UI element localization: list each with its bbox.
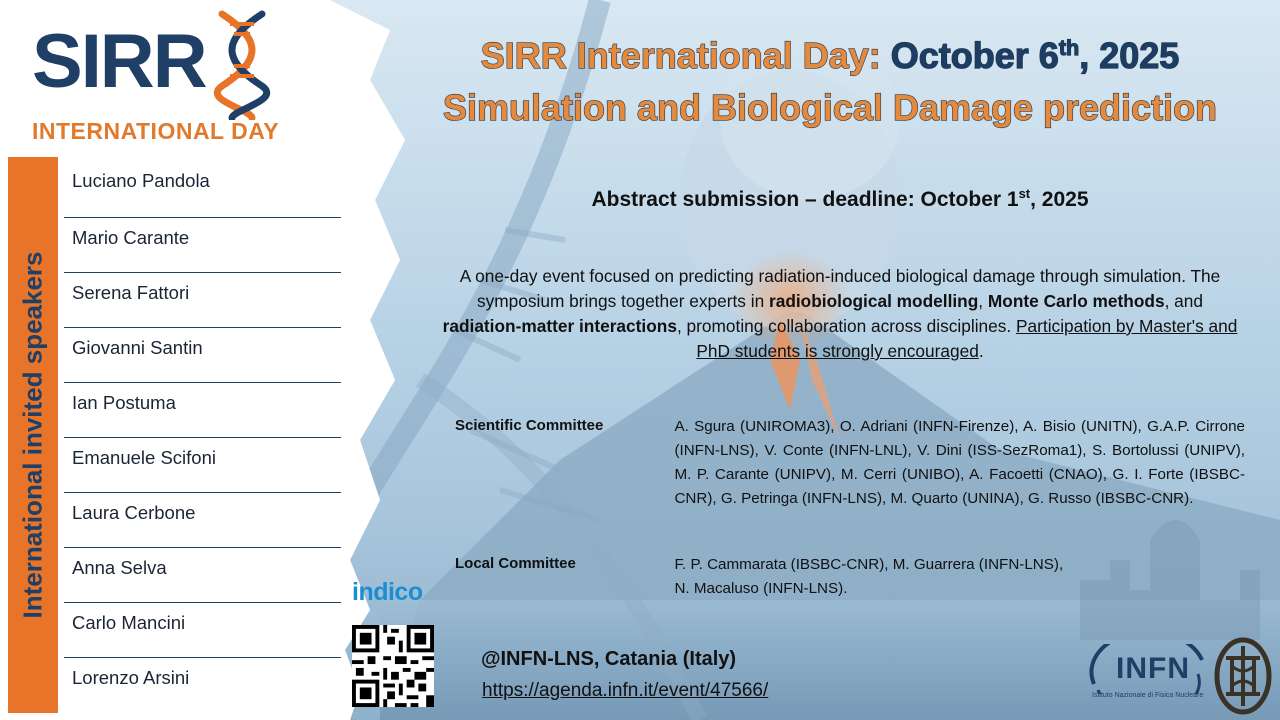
title-date: October 6	[890, 35, 1059, 76]
list-item: Mario Carante	[64, 217, 341, 272]
logo-word: SIRR	[32, 19, 206, 104]
committee-line: F. P. Cammarata (IBSBC-CNR), M. Guarrera (INFN-LNS),	[674, 556, 1064, 573]
deadline-suffix: st	[1018, 186, 1031, 201]
deadline-label: Abstract submission – deadline: October 1	[591, 188, 1019, 211]
list-item: Anna Selva	[64, 547, 341, 602]
event-link[interactable]: https://agenda.infn.it/event/47566/	[482, 680, 769, 701]
desc-text: ,	[978, 291, 988, 311]
qr-code-icon[interactable]	[352, 625, 434, 707]
deadline-text	[430, 188, 1250, 212]
scientific-committee	[455, 415, 1245, 511]
desc-text: A one-day event focused on predicting radiation-induced biological damage through simulation. The symposium brings together experts in	[459, 266, 1221, 311]
deadline-year: , 2025	[1030, 188, 1089, 211]
list-item: Giovanni Santin	[64, 327, 341, 382]
infn-word: INFN	[1116, 652, 1190, 685]
title-line-2: Simulation and Biological Damage prediction	[442, 87, 1218, 128]
desc-underline: Participation by Master's and PhD students is strongly encouraged	[696, 316, 1238, 361]
infn-logo-icon	[1088, 640, 1208, 716]
speakers-heading: International invited speakers	[17, 251, 48, 619]
speakers-list	[64, 162, 341, 712]
desc-bold: radiobiological modelling	[768, 291, 979, 311]
emblem-icon	[1212, 636, 1274, 716]
title-prefix: SIRR International Day:	[480, 35, 891, 76]
desc-text: , promoting collaboration across disciplines.	[676, 316, 1017, 336]
local-committee	[455, 553, 1245, 601]
list-item: Carlo Mancini	[64, 602, 341, 657]
desc-bold: Monte Carlo methods	[987, 291, 1165, 311]
list-item: Ian Postuma	[64, 382, 341, 437]
list-item: Emanuele Scifoni	[64, 437, 341, 492]
title-date-suffix: th	[1058, 35, 1080, 60]
page-title	[380, 30, 1280, 134]
committee-line: N. Macaluso (INFN-LNS).	[674, 580, 848, 597]
committee-label: Scientific Committee	[455, 417, 604, 434]
indico-logo-icon[interactable]: indico	[352, 578, 423, 606]
infn-subtitle: Istituto Nazionale di Fisica Nucleare	[1092, 692, 1204, 699]
desc-bold: radiation-matter interactions	[442, 316, 677, 336]
sirr-logo	[32, 10, 282, 144]
committee-members	[674, 553, 1245, 601]
committee-label: Local Committee	[455, 555, 576, 572]
logo-subtitle: INTERNATIONAL DAY	[32, 118, 280, 144]
title-year: , 2025	[1079, 35, 1180, 76]
list-item: Laura Cerbone	[64, 492, 341, 547]
list-item: Luciano Pandola	[72, 170, 210, 191]
list-item: Serena Fattori	[64, 272, 341, 327]
title-line-1	[380, 30, 1280, 82]
committee-members: A. Sgura (UNIROMA3), O. Adriani (INFN-Firenze), A. Bisio (UNITN), G.A.P. Cirrone (INFN-LNS), V. Conte (INFN-LNL), V. Dini (ISS-SezRoma1), S. Bortolussi (UNIPV), M. P. Carante (UNIPV), M. Cerri (UNIBO), A. Facoetti (CNAO), G. I. Forte (IBSBC-CNR), G. Petringa (INFN-LNS), M. Quarto (UNINA), G. Russo (IBSBC-CNR).	[674, 418, 1245, 507]
desc-text: , and	[1164, 291, 1204, 311]
list-item: Lorenzo Arsini	[64, 657, 341, 712]
desc-text: .	[978, 341, 984, 361]
event-description	[440, 264, 1240, 364]
venue-text: @INFN-LNS, Catania (Italy)	[481, 648, 737, 670]
dna-helix-icon	[212, 10, 272, 120]
